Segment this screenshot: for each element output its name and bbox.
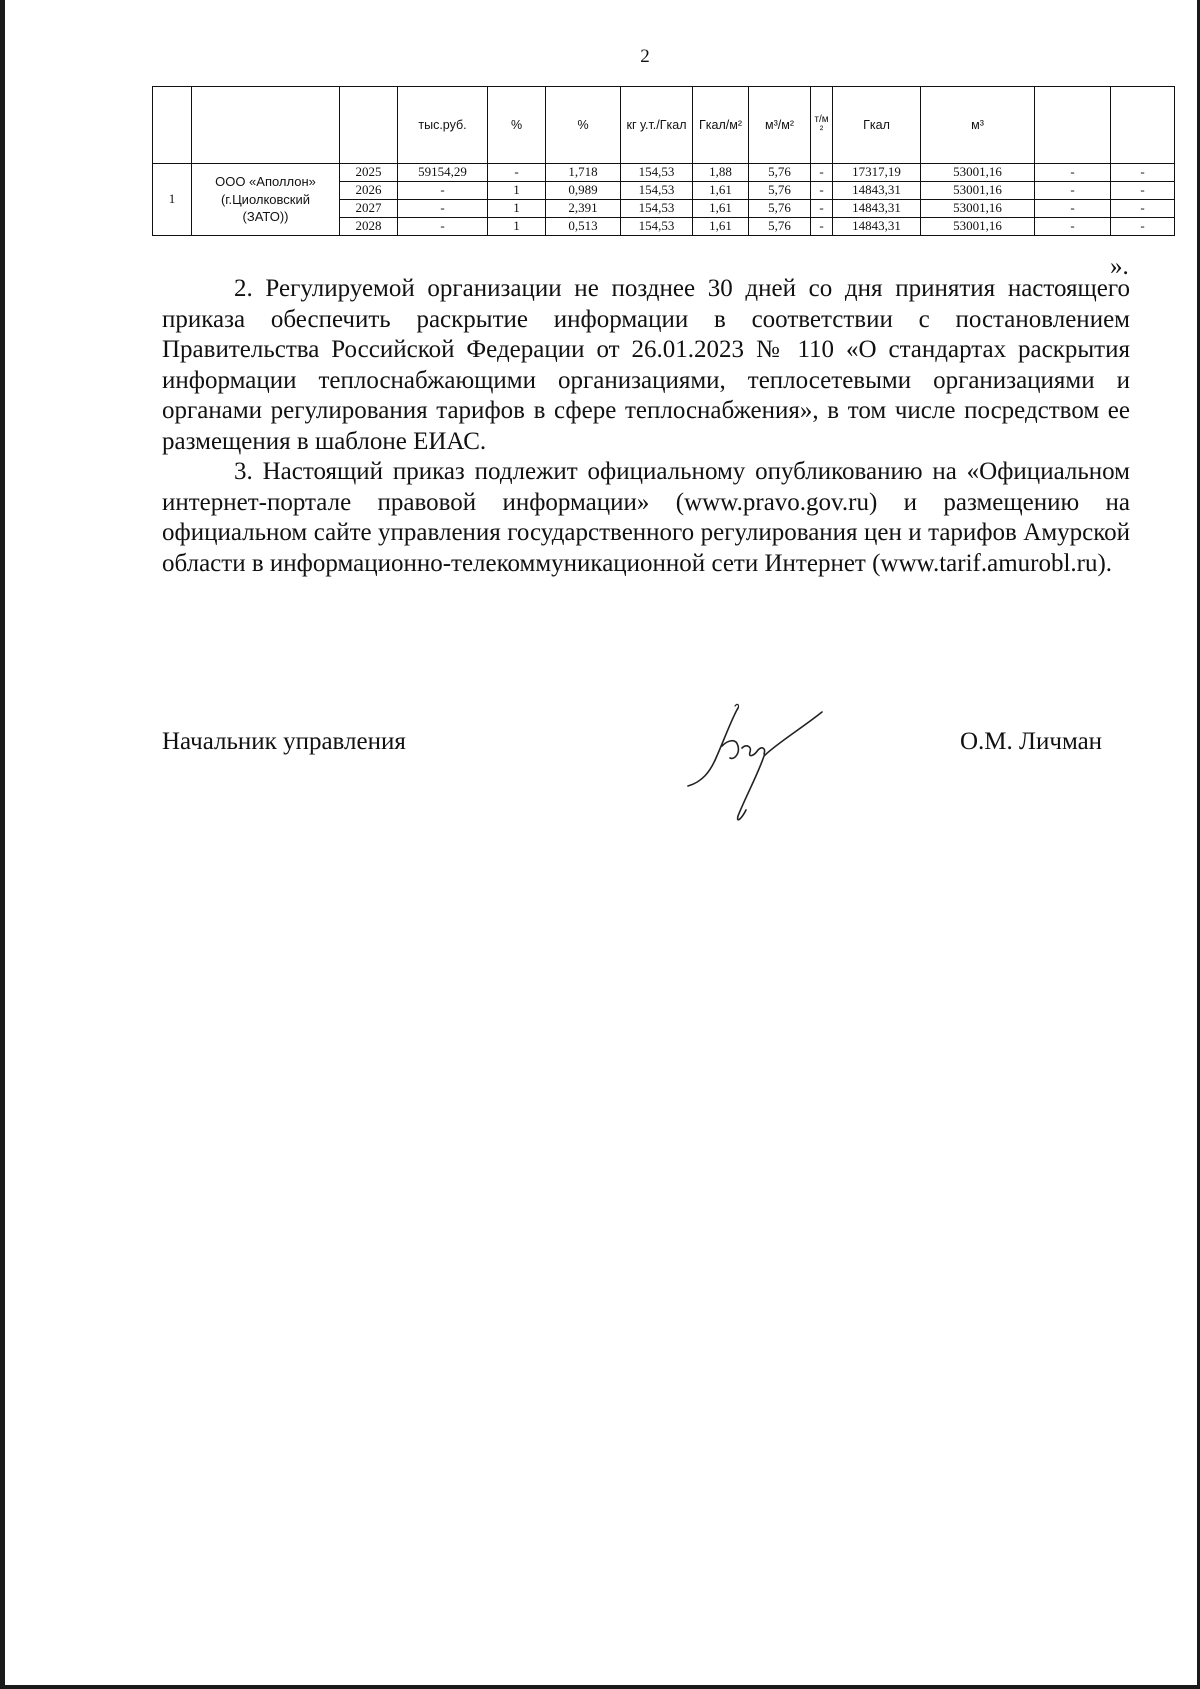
value-cell: 1 [488, 218, 546, 236]
unit-cell [1035, 87, 1111, 164]
scan-edge-left [0, 0, 5, 1689]
value-cell: 5,76 [749, 182, 811, 200]
tariff-table [152, 86, 1175, 236]
unit-cell: Гкал/м² [693, 87, 749, 164]
value-cell: - [1035, 164, 1111, 182]
value-cell: 59154,29 [398, 164, 488, 182]
unit-cell: % [546, 87, 621, 164]
value-cell: - [1111, 164, 1175, 182]
value-cell: - [811, 218, 833, 236]
value-cell: 1,88 [693, 164, 749, 182]
table-row [153, 164, 1175, 182]
org-line: ООО «Аполлон» [215, 174, 316, 190]
unit-cell: т/м² [811, 87, 833, 164]
value-cell: - [1111, 200, 1175, 218]
org-line: (г.Циолковский [220, 191, 311, 207]
value-cell: 53001,16 [921, 182, 1035, 200]
value-cell: - [1035, 200, 1111, 218]
value-cell: 14843,31 [833, 218, 921, 236]
value-cell: 14843,31 [833, 200, 921, 218]
value-cell: 5,76 [749, 218, 811, 236]
value-cell: 154,53 [621, 218, 693, 236]
paragraph-publication: 3. Настоящий приказ подлежит официальному опубликованию на «Официальном интернет-портале правовой информации» (www.pravo.gov.ru) и размещению на официальном сайте управления государственного регулирования цен и тарифов Амурской области в информационно-телекоммуникационной сети Интернет (www.tarif.amurobl.ru). [162, 458, 1130, 577]
handwritten-signature [680, 700, 870, 830]
value-cell: 1,61 [693, 200, 749, 218]
value-cell: 154,53 [621, 164, 693, 182]
unit-cell: кг у.т./Гкал [621, 87, 693, 164]
value-cell: 17317,19 [833, 164, 921, 182]
value-cell: 1,61 [693, 218, 749, 236]
unit-cell: тыс.руб. [398, 87, 488, 164]
year-cell: 2028 [340, 218, 398, 236]
value-cell: - [398, 200, 488, 218]
value-cell: 14843,31 [833, 182, 921, 200]
year-cell: 2026 [340, 182, 398, 200]
page-number: 2 [640, 46, 650, 67]
signer-title: Начальник управления [162, 728, 406, 755]
value-cell: 1 [488, 182, 546, 200]
value-cell: - [1035, 218, 1111, 236]
value-cell: 53001,16 [921, 200, 1035, 218]
value-cell: - [1035, 182, 1111, 200]
value-cell: 53001,16 [921, 164, 1035, 182]
year-cell: 2025 [340, 164, 398, 182]
order-body [162, 274, 1130, 579]
value-cell: 1,718 [546, 164, 621, 182]
org-line: (ЗАТО)) [242, 209, 289, 225]
value-cell: 154,53 [621, 182, 693, 200]
value-cell: 1,61 [693, 182, 749, 200]
value-cell: 1 [488, 200, 546, 218]
unit-cell: % [488, 87, 546, 164]
unit-cell: Гкал [833, 87, 921, 164]
value-cell: 5,76 [749, 164, 811, 182]
scan-edge-bottom [0, 1685, 1200, 1689]
unit-cell [1111, 87, 1175, 164]
row-number: 1 [153, 164, 192, 236]
closing-quote: ». [1110, 253, 1129, 280]
unit-cell: м³/м² [749, 87, 811, 164]
value-cell: - [398, 218, 488, 236]
value-cell: 0,989 [546, 182, 621, 200]
value-cell: - [1111, 218, 1175, 236]
year-cell: 2027 [340, 200, 398, 218]
value-cell: 0,513 [546, 218, 621, 236]
value-cell: - [488, 164, 546, 182]
value-cell: - [811, 182, 833, 200]
value-cell: - [811, 200, 833, 218]
value-cell: - [1111, 182, 1175, 200]
unit-row [153, 87, 1175, 164]
unit-cell [153, 87, 192, 164]
value-cell: 53001,16 [921, 218, 1035, 236]
unit-cell: м³ [921, 87, 1035, 164]
unit-cell [340, 87, 398, 164]
signer-name: О.М. Личман [960, 728, 1103, 755]
organization-cell [192, 164, 340, 236]
value-cell: 5,76 [749, 200, 811, 218]
value-cell: 2,391 [546, 200, 621, 218]
value-cell: - [398, 182, 488, 200]
unit-cell [192, 87, 340, 164]
value-cell: - [811, 164, 833, 182]
paragraph-disclosure: 2. Регулируемой организации не позднее 30 дней со дня принятия настоящего приказа обеспечить раскрытие информации в соответствии с постановлением Правительства Российской Федерации от 26.01.2023 № 110 «О стандартах раскрытия информации теплоснабжающими организациями, теплосетевыми организациями и органами регулирования тарифов в сфере теплоснабжения», в том числе посредством ее размещения в шаблоне ЕИАС. [162, 275, 1130, 455]
value-cell: 154,53 [621, 200, 693, 218]
